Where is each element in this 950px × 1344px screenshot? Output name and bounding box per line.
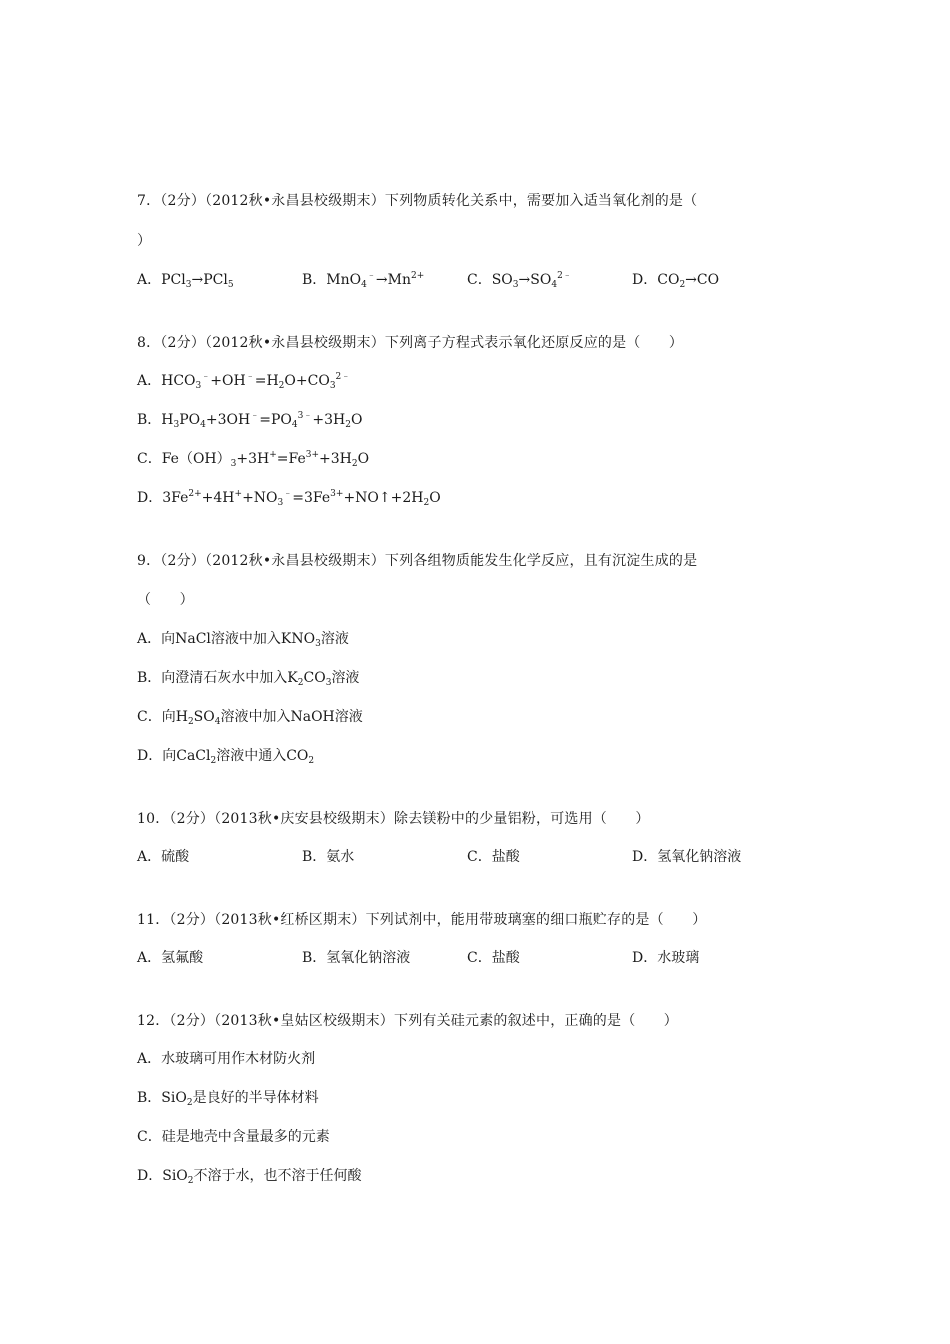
question-9-option-c: C．向$H_2SO_4$溶液中加入NaOH溶液 bbox=[137, 709, 363, 727]
question-12-option-d: D．SiO$_2$不溶于水，也不溶于任何酸 bbox=[137, 1168, 362, 1186]
question-10-option-a: A．硫酸 bbox=[137, 849, 190, 865]
question-7-stem-end: ） bbox=[137, 233, 152, 249]
question-11-option-a: A．氢氟酸 bbox=[137, 950, 204, 966]
question-8-option-b: B．$H_3PO_4+3OH^﹣=PO_4^{3﹣}+3H_2O$ bbox=[137, 411, 363, 430]
question-9-option-a: A．向NaCl溶液中加入$KNO_3$溶液 bbox=[137, 631, 349, 649]
question-11-option-d: D．水玻璃 bbox=[632, 950, 700, 966]
question-10-option-c: C．盐酸 bbox=[467, 849, 520, 865]
question-7-option-c: C．$SO_3\to SO_4^{2﹣}$ bbox=[467, 271, 572, 290]
question-11-option-b: B．氢氧化钠溶液 bbox=[302, 950, 411, 966]
question-12-stem: 12．（2分）（2013秋•皇姑区校级期末）下列有关硅元素的叙述中，正确的是（ ） bbox=[137, 1013, 679, 1029]
question-8-option-c: C．$Fe(OH)_3+3H^+=Fe^{3+}+3H_2O$ bbox=[137, 450, 370, 469]
question-11-stem: 11．（2分）（2013秋•红桥区期末）下列试剂中，能用带玻璃塞的细口瓶贮存的是（ ） bbox=[137, 912, 707, 928]
question-9-stem: 9．（2分）（2012秋•永昌县校级期末）下列各组物质能发生化学反应，且有沉淀生成的是 bbox=[137, 553, 698, 569]
question-10-stem: 10．（2分）（2013秋•庆安县校级期末）除去镁粉中的少量铝粉，可选用（ ） bbox=[137, 811, 650, 827]
question-10-option-d: D．氢氧化钠溶液 bbox=[632, 849, 742, 865]
question-10-option-b: B．氨水 bbox=[302, 849, 355, 865]
question-9-option-d: D．向CaCl$_2$溶液中通入$CO_2$ bbox=[137, 748, 315, 766]
question-7-stem: 7．（2分）（2012秋•永昌县校级期末）下列物质转化关系中，需要加入适当氧化剂的是（ bbox=[137, 193, 698, 209]
question-12-option-b: B．SiO$_2$是良好的半导体材料 bbox=[137, 1090, 319, 1108]
question-7-option-a: A．PCl$_3$→PCl$_5$ bbox=[137, 272, 234, 290]
question-8-option-a: A．$HCO_3^﹣+OH^﹣=H_2O+CO_3^{2﹣}$ bbox=[137, 372, 351, 391]
question-12-option-a: A．水玻璃可用作木材防火剂 bbox=[137, 1051, 316, 1067]
question-11-option-c: C．盐酸 bbox=[467, 950, 520, 966]
question-8-stem: 8．（2分）（2012秋•永昌县校级期末）下列离子方程式表示氧化还原反应的是（ ） bbox=[137, 335, 684, 351]
question-8-option-d: D．$3Fe^{2+}+4H^++NO_3^﹣=3Fe^{3+}+NO↑+2H_2O$ bbox=[137, 489, 441, 508]
question-7-option-d: D．$CO_2\to CO$ bbox=[632, 272, 720, 290]
question-12-option-c: C．硅是地壳中含量最多的元素 bbox=[137, 1129, 330, 1145]
question-9-stem-end: （ ） bbox=[137, 592, 194, 608]
question-7-option-b: B．$MnO_4^﹣\to Mn^{2+}$ bbox=[302, 271, 425, 290]
question-9-option-b: B．向澄清石灰水中加入$K_2CO_3$溶液 bbox=[137, 670, 360, 688]
